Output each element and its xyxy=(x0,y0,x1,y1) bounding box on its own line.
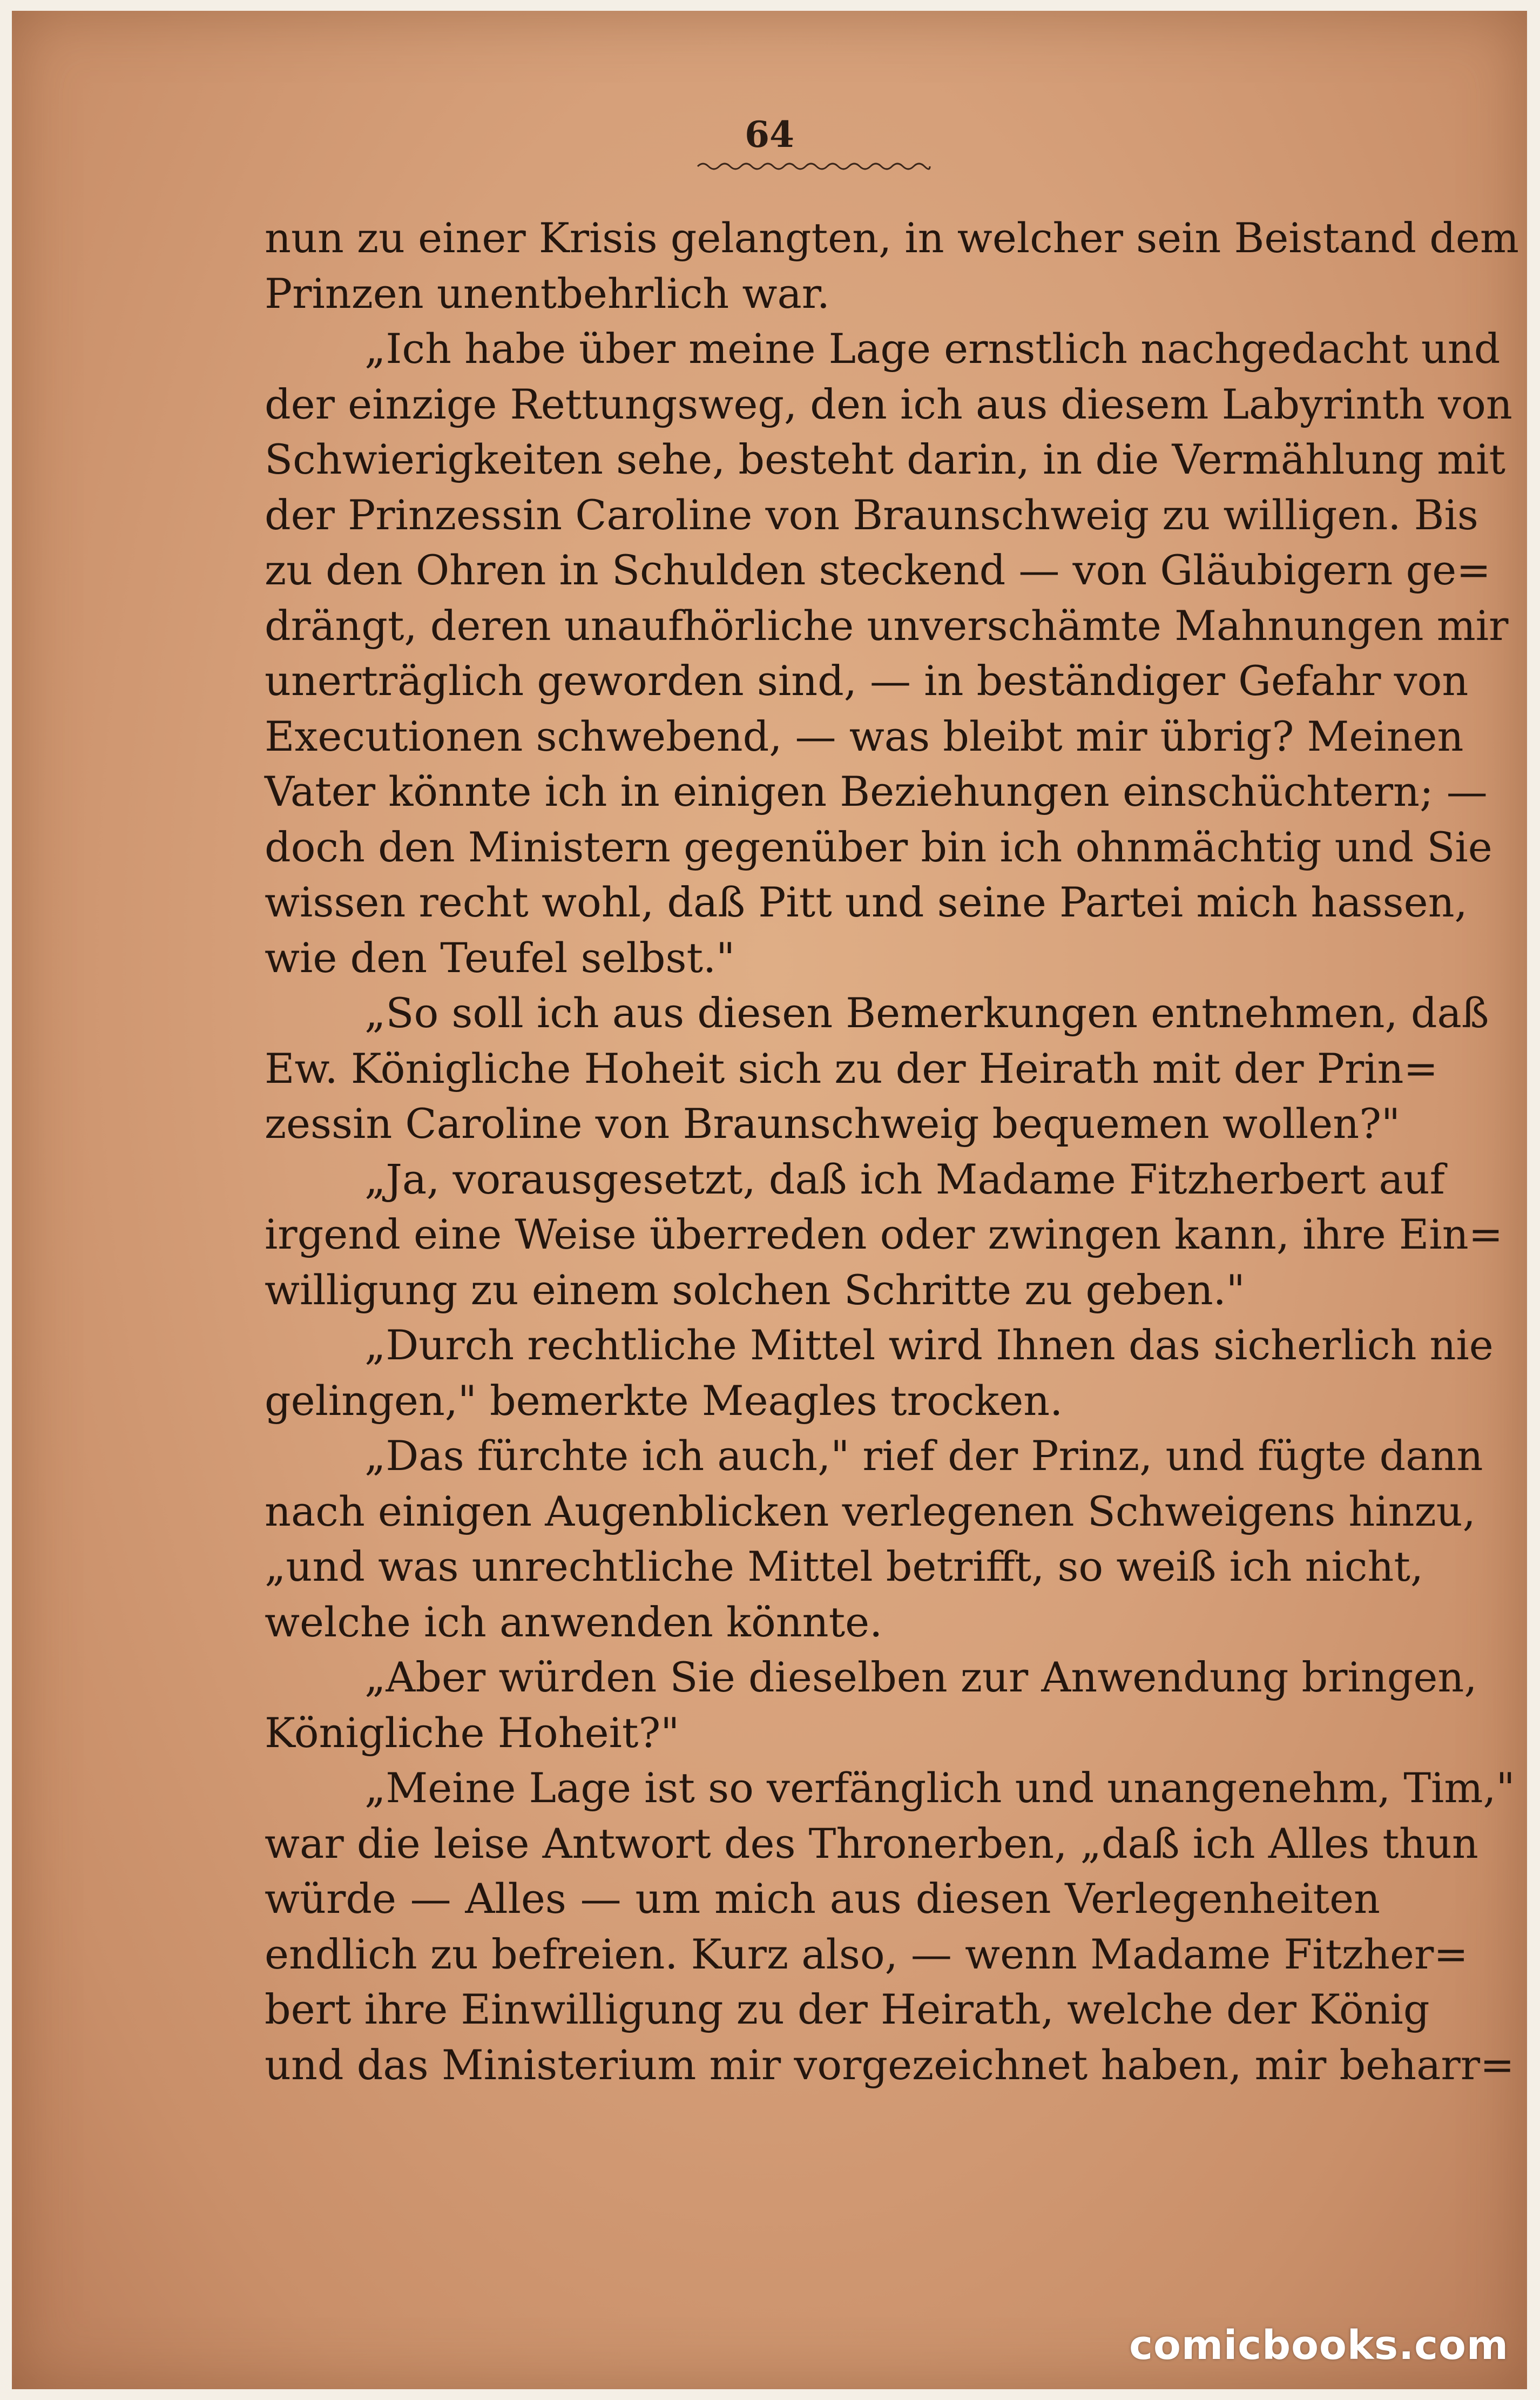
text-line: der Prinzessin Caroline von Braunschweig zu willigen. Bis xyxy=(265,490,1478,539)
text-line: zu den Ohren in Schulden steckend — von Gläubigern ge= xyxy=(265,546,1491,594)
text-line: nach einigen Augenblicken verlegenen Schweigens hinzu, xyxy=(265,1487,1476,1535)
text-line: gelingen," bemerkte Meagles trocken. xyxy=(265,1376,1063,1425)
text-line: der einzige Rettungsweg, den ich aus diesem Labyrinth von xyxy=(265,380,1512,428)
text-line: Prinzen unentbehrlich war. xyxy=(265,269,830,318)
text-line: doch den Ministern gegenüber bin ich ohnmächtig und Sie xyxy=(265,823,1492,871)
wavy-rule-ornament xyxy=(698,160,930,171)
text-line: „So soll ich aus diesen Bemerkungen entnehmen, daß xyxy=(364,989,1489,1037)
text-line: „Ich habe über meine Lage ernstlich nachgedacht und xyxy=(364,325,1501,373)
text-line: unerträglich geworden sind, — in beständiger Gefahr von xyxy=(265,657,1469,705)
book-page xyxy=(12,11,1527,2389)
text-line: „Aber würden Sie dieselben zur Anwendung bringen, xyxy=(364,1653,1477,1701)
text-line: Königliche Hoheit?" xyxy=(265,1708,680,1757)
text-line: Vater könnte ich in einigen Beziehungen einschüchtern; — xyxy=(265,767,1488,815)
text-line: welche ich anwenden könnte. xyxy=(265,1597,883,1646)
text-line: „Das fürchte ich auch," rief der Prinz, und fügte dann xyxy=(364,1432,1483,1480)
text-line: und das Ministerium mir vorgezeichnet haben, mir beharr= xyxy=(265,2040,1515,2089)
text-line: würde — Alles — um mich aus diesen Verlegenheiten xyxy=(265,1875,1380,1923)
text-line: „Meine Lage ist so verfänglich und unangenehm, Tim," xyxy=(364,1764,1515,1812)
watermark-logo: comicbooks.com xyxy=(1129,2322,1509,2369)
text-line: drängt, deren unaufhörliche unverschämte Mahnungen mir xyxy=(265,601,1509,650)
text-line: endlich zu befreien. Kurz also, — wenn Madame Fitzher= xyxy=(265,1930,1468,1978)
text-line: „Ja, vorausgesetzt, daß ich Madame Fitzherbert auf xyxy=(364,1155,1445,1203)
text-line: zessin Caroline von Braunschweig bequemen wollen?" xyxy=(265,1100,1400,1148)
page-number: 64 xyxy=(745,113,794,156)
text-line: wissen recht wohl, daß Pitt und seine Partei mich hassen, xyxy=(265,878,1468,926)
text-line: irgend eine Weise überreden oder zwingen kann, ihre Ein= xyxy=(265,1210,1503,1258)
text-line: Schwierigkeiten sehe, besteht darin, in die Vermählung mit xyxy=(265,435,1505,483)
text-line: war die leise Antwort des Thronerben, „daß ich Alles thun xyxy=(265,1819,1478,1868)
text-line: „Durch rechtliche Mittel wird Ihnen das sicherlich nie xyxy=(364,1321,1494,1369)
text-line: bert ihre Einwilligung zu der Heirath, welche der König xyxy=(265,1985,1430,2033)
text-line: wie den Teufel selbst." xyxy=(265,933,735,982)
body-text xyxy=(265,211,1519,2093)
text-line: Ew. Königliche Hoheit sich zu der Heirath mit der Prin= xyxy=(265,1044,1438,1093)
text-line: „und was unrechtliche Mittel betrifft, so weiß ich nicht, xyxy=(265,1542,1424,1590)
text-line: Executionen schwebend, — was bleibt mir übrig? Meinen xyxy=(265,712,1464,760)
text-line: willigung zu einem solchen Schritte zu geben." xyxy=(265,1265,1245,1314)
text-line: nun zu einer Krisis gelangten, in welcher sein Beistand dem xyxy=(265,214,1519,262)
